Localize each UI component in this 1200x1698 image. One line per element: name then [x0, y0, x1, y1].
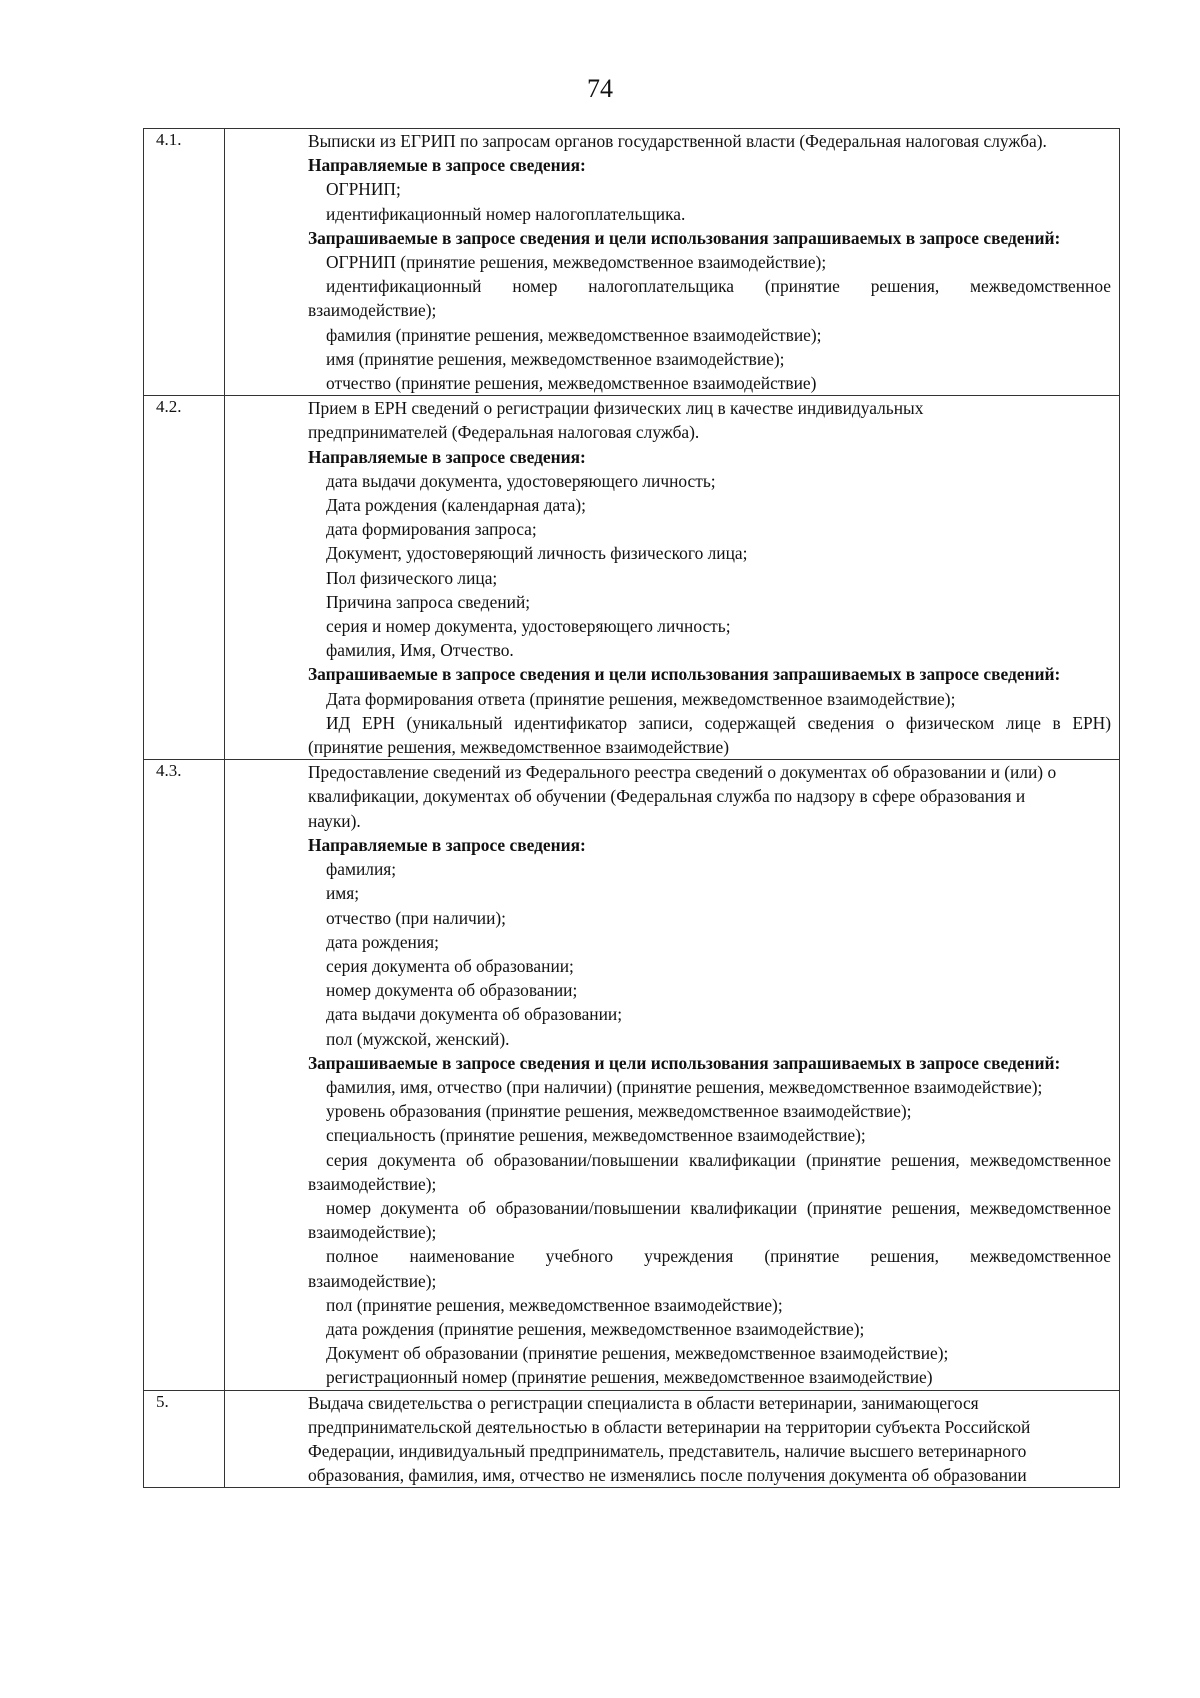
text-line: серия и номер документа, удостоверяющего личность; — [326, 616, 731, 637]
text-line: идентификационный номер налогоплательщика. — [326, 203, 686, 224]
text-line: имя (принятие решения, межведомственное взаимодействие); — [326, 348, 785, 369]
text-line: отчество (при наличии); — [326, 907, 507, 928]
row-text-block — [225, 129, 1111, 395]
text-line: науки). — [308, 810, 361, 831]
text-line: (принятие решения, межведомственное взаимодействие) — [308, 737, 730, 758]
text-line: дата рождения; — [326, 931, 439, 952]
row-text-block — [225, 396, 1111, 759]
page-number: 74 — [587, 74, 613, 103]
text-line: взаимодействие); — [308, 300, 437, 321]
row-content — [225, 396, 1120, 760]
text-line: полное наименование учебного учреждения (принятие решения, межведомственное — [326, 1246, 1111, 1267]
text-line: отчество (принятие решения, межведомственное взаимодействие) — [326, 373, 817, 394]
text-line: Пол физического лица; — [326, 567, 498, 588]
table-row — [144, 129, 1120, 396]
text-line: Федерации, индивидуальный предприниматель, представитель, наличие высшего ветеринарного — [308, 1440, 1027, 1461]
text-line: фамилия, Имя, Отчество. — [326, 640, 514, 661]
row-number: 5. — [144, 1390, 225, 1488]
text-line: ИД ЕРН (уникальный идентификатор записи, содержащей сведения о физическом лице в ЕРН) — [326, 712, 1111, 733]
text-line: фамилия; — [326, 859, 397, 880]
text-line: Прием в ЕРН сведений о регистрации физических лиц в качестве индивидуальных — [308, 398, 924, 419]
text-line: Предоставление сведений из Федерального реестра сведений о документах об образовании и (или) о — [308, 762, 1057, 783]
row-content — [225, 129, 1120, 396]
text-line: взаимодействие); — [308, 1270, 437, 1291]
text-line: уровень образования (принятие решения, межведомственное взаимодействие); — [326, 1101, 912, 1122]
text-line: Документ об образовании (принятие решения, межведомственное взаимодействие); — [326, 1343, 949, 1364]
text-line: специальность (принятие решения, межведомственное взаимодействие); — [326, 1125, 866, 1146]
text-line: номер документа об образовании/повышении квалификации (принятие решения, межведомственное — [326, 1197, 1111, 1218]
section-heading: Направляемые в запросе сведения: — [308, 834, 586, 855]
text-line: квалификации, документах об обучении (Федеральная служба по надзору в сфере образования и — [308, 786, 1026, 807]
text-line: Причина запроса сведений; — [326, 591, 531, 612]
row-number: 4.3. — [144, 760, 225, 1390]
text-line: Выписки из ЕГРИП по запросам органов государственной власти (Федеральная налоговая служба). — [308, 131, 1047, 151]
text-line: Выдача свидетельства о регистрации специалиста в области ветеринарии, занимающегося — [308, 1392, 979, 1413]
text-line: ОГРНИП (принятие решения, межведомственное взаимодействие); — [326, 252, 827, 273]
row-content — [225, 760, 1120, 1390]
text-line: номер документа об образовании; — [326, 980, 578, 1001]
text-line: фамилия (принятие решения, межведомственное взаимодействие); — [326, 324, 822, 345]
services-table — [143, 128, 1120, 1488]
text-line: идентификационный номер налогоплательщика (принятие решения, межведомственное — [326, 276, 1111, 297]
text-line: Документ, удостоверяющий личность физического лица; — [326, 543, 748, 564]
text-line: имя; — [326, 883, 360, 904]
text-line: взаимодействие); — [308, 1173, 437, 1194]
section-heading: Запрашиваемые в запросе сведения и цели использования запрашиваемых в запросе сведений: — [308, 227, 1061, 248]
row-text-block — [225, 760, 1111, 1389]
services-table-body — [144, 129, 1120, 1488]
text-line: дата рождения (принятие решения, межведомственное взаимодействие); — [326, 1318, 865, 1339]
section-heading: Запрашиваемые в запросе сведения и цели использования запрашиваемых в запросе сведений: — [308, 1052, 1061, 1073]
table-row — [144, 396, 1120, 760]
text-line: предпринимательской деятельностью в области ветеринарии на территории субъекта Российской — [308, 1416, 1031, 1437]
text-line: серия документа об образовании; — [326, 955, 574, 976]
text-line: серия документа об образовании/повышении квалификации (принятие решения, межведомственное — [326, 1149, 1111, 1170]
text-line: фамилия, имя, отчество (при наличии) (принятие решения, межведомственное взаимодействие); — [326, 1076, 1043, 1097]
text-line: образования, фамилия, имя, отчество не изменялись после получения документа об образовании — [308, 1465, 1027, 1486]
text-line: дата выдачи документа об образовании; — [326, 1004, 623, 1025]
row-text-block — [225, 1391, 1111, 1488]
table-row — [144, 760, 1120, 1390]
table-row — [144, 1390, 1120, 1488]
text-line: регистрационный номер (принятие решения, межведомственное взаимодействие) — [326, 1367, 933, 1388]
text-line: ОГРНИП; — [326, 179, 401, 200]
section-heading: Направляемые в запросе сведения: — [308, 155, 586, 176]
text-line: предпринимателей (Федеральная налоговая служба). — [308, 422, 700, 443]
section-heading: Запрашиваемые в запросе сведения и цели использования запрашиваемых в запросе сведений: — [308, 664, 1061, 685]
row-content — [225, 1390, 1120, 1488]
row-number: 4.1. — [144, 129, 225, 396]
text-line: дата выдачи документа, удостоверяющего личность; — [326, 470, 716, 491]
text-line: дата формирования запроса; — [326, 519, 537, 540]
text-line: пол (принятие решения, межведомственное взаимодействие); — [326, 1294, 783, 1315]
text-line: взаимодействие); — [308, 1222, 437, 1243]
text-line: пол (мужской, женский). — [326, 1028, 510, 1049]
section-heading: Направляемые в запросе сведения: — [308, 446, 586, 467]
row-number: 4.2. — [144, 396, 225, 760]
text-line: Дата рождения (календарная дата); — [326, 495, 586, 516]
text-line: Дата формирования ответа (принятие решения, межведомственное взаимодействие); — [326, 688, 956, 709]
